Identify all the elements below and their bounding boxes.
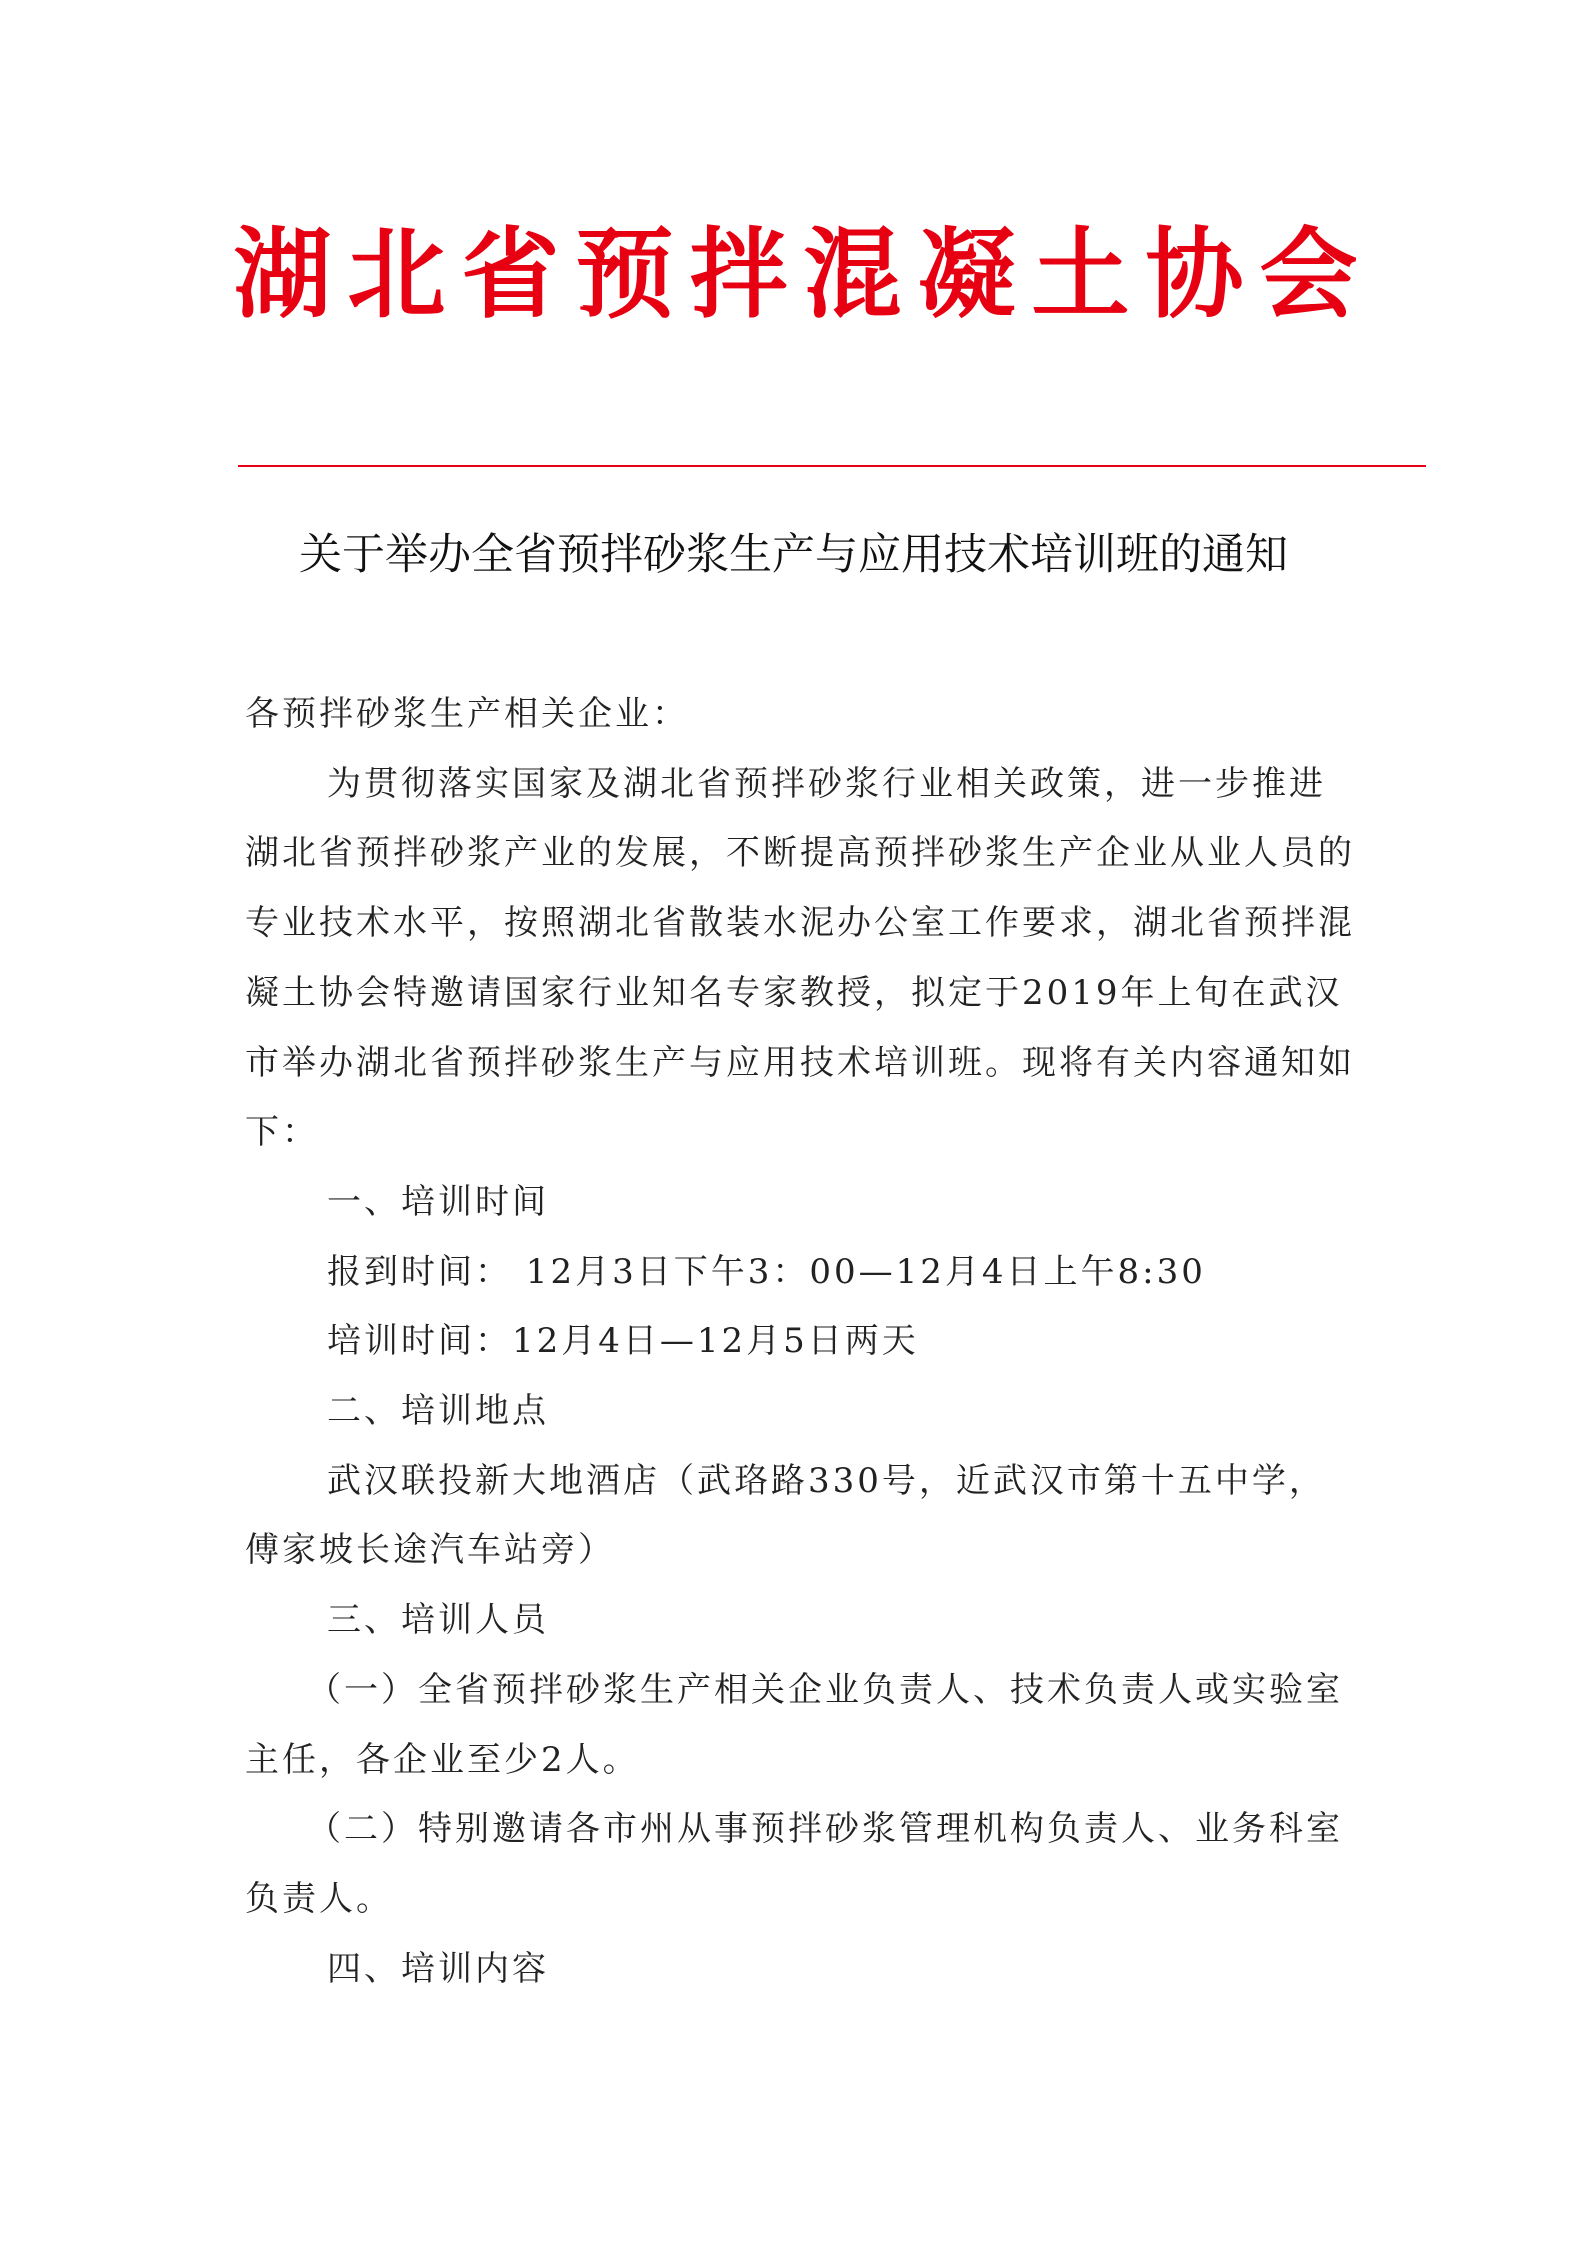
attendee-item-2: （二）特别邀请各市州从事预拌砂浆管理机构负责人、业务科室负责人。 — [245, 1809, 1343, 1919]
attendee-item-1: （一）全省预拌砂浆生产相关企业负责人、技术负责人或实验室主任，各企业至少2人。 — [245, 1669, 1343, 1780]
intro-paragraph: 为贯彻落实国家及湖北省预拌砂浆行业相关政策，进一步推进湖北省预拌砂浆产业的发展，不断提高预拌砂浆生产企业从业人员的专业技术水平，按照湖北省散装水泥办公室工作要求，湖北省预拌混凝土协会特邀请国家行业知名专家教授，拟定于2019年上旬在武汉市举办湖北省预拌砂浆生产与应用技术培训班。现将有关内容通知如下： — [245, 763, 1355, 1153]
letterhead-org-name: 湖北省预拌混凝土协会 — [233, 218, 1374, 332]
section-1-heading: 一、培训时间 — [327, 1181, 549, 1222]
training-time: 培训时间：12月4日—12月5日两天 — [327, 1321, 919, 1362]
section-3-heading: 三、培训人员 — [327, 1600, 549, 1641]
training-location: 武汉联投新大地酒店（武珞路330号，近武汉市第十五中学，傅家坡长途汽车站旁） — [245, 1460, 1326, 1571]
salutation: 各预拌砂浆生产相关企业： — [245, 694, 689, 734]
letterhead-red-rule — [238, 465, 1426, 467]
section-2-heading: 二、培训地点 — [327, 1391, 549, 1432]
section-4-heading: 四、培训内容 — [327, 1948, 549, 1989]
checkin-time: 报到时间： 12月3日下午3：00—12月4日上午8:30 — [327, 1251, 1206, 1292]
document-title: 关于举办全省预拌砂浆生产与应用技术培训班的通知 — [299, 530, 1288, 580]
document-body — [245, 680, 1355, 2004]
